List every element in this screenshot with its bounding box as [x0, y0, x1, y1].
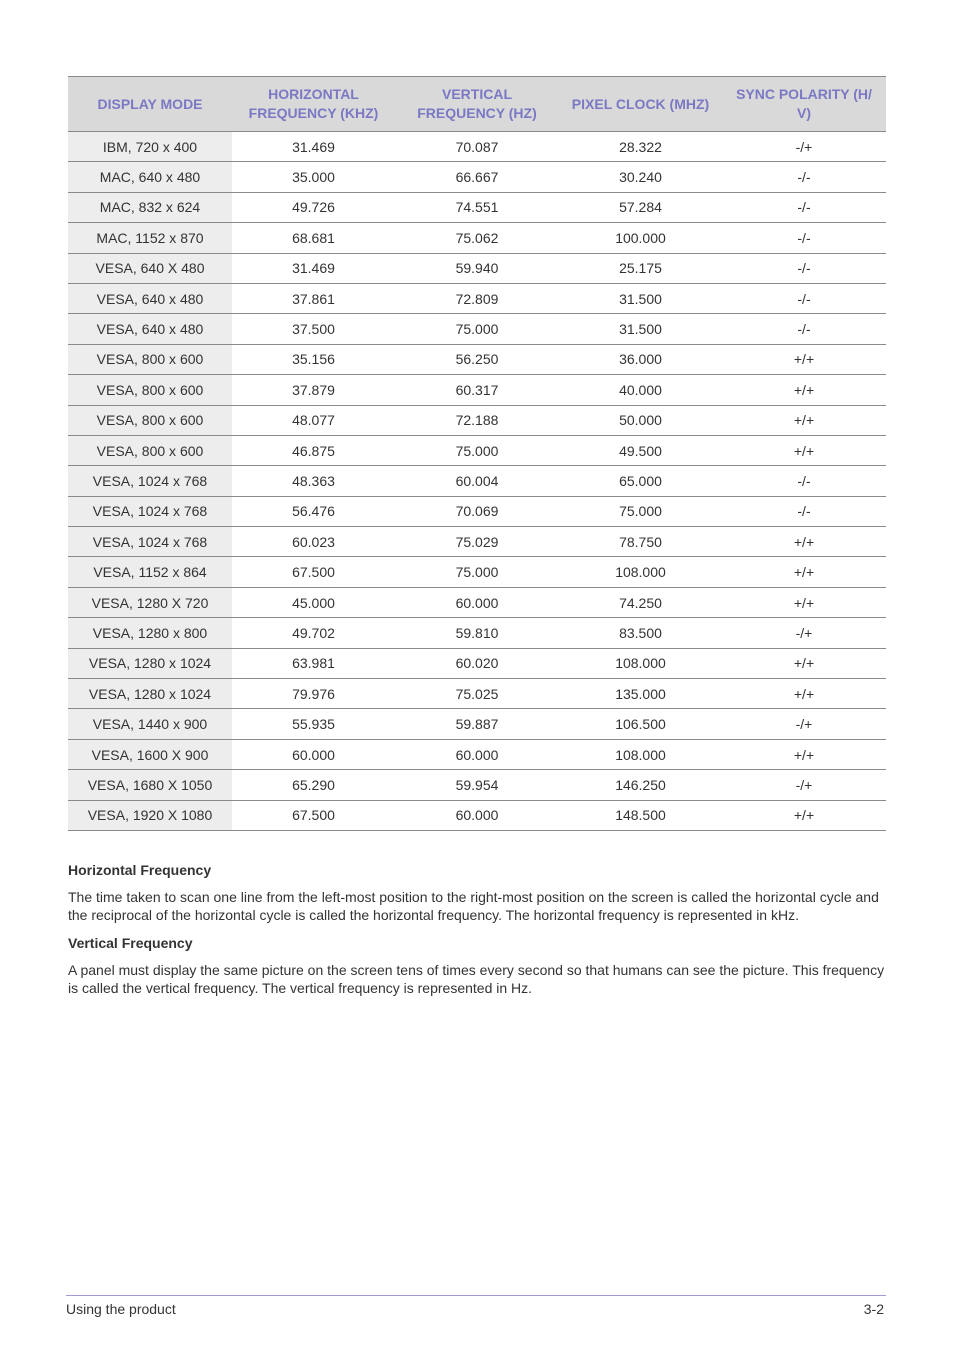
cell-sync-polarity: -/- [722, 192, 886, 222]
cell-pixel-clock: 108.000 [559, 557, 722, 587]
cell-display-mode: VESA, 1024 x 768 [68, 466, 232, 496]
table-row [68, 192, 886, 222]
cell-display-mode: VESA, 1280 x 1024 [68, 648, 232, 678]
cell-horizontal-frequency: 55.935 [232, 709, 395, 739]
cell-sync-polarity: +/+ [722, 435, 886, 465]
table-header-row [68, 77, 886, 132]
cell-display-mode: VESA, 800 x 600 [68, 405, 232, 435]
horizontal-frequency-text: The time taken to scan one line from the left-most position to the right-most position on the screen is called the horizontal cycle and the reciprocal of the horizontal cycle is called the horizontal frequency. The horizontal frequency is represented in kHz. [68, 888, 879, 923]
cell-sync-polarity: +/+ [722, 739, 886, 769]
cell-horizontal-frequency: 35.156 [232, 344, 395, 374]
cell-sync-polarity: -/- [722, 314, 886, 344]
cell-vertical-frequency: 59.954 [395, 770, 559, 800]
header-pixel-clock: PIXEL CLOCK (MHZ) [559, 77, 722, 132]
cell-horizontal-frequency: 56.476 [232, 496, 395, 526]
header-vertical-frequency: VERTICAL FREQUENCY (HZ) [395, 77, 559, 132]
cell-horizontal-frequency: 60.000 [232, 739, 395, 769]
cell-vertical-frequency: 60.317 [395, 375, 559, 405]
cell-sync-polarity: +/+ [722, 648, 886, 678]
table-row [68, 344, 886, 374]
cell-pixel-clock: 57.284 [559, 192, 722, 222]
cell-vertical-frequency: 72.188 [395, 405, 559, 435]
cell-vertical-frequency: 75.000 [395, 557, 559, 587]
table-row [68, 132, 886, 162]
cell-sync-polarity: +/+ [722, 587, 886, 617]
cell-horizontal-frequency: 48.077 [232, 405, 395, 435]
table-row [68, 557, 886, 587]
cell-display-mode: VESA, 800 x 600 [68, 344, 232, 374]
cell-pixel-clock: 135.000 [559, 679, 722, 709]
cell-horizontal-frequency: 67.500 [232, 557, 395, 587]
table-row [68, 466, 886, 496]
cell-sync-polarity: +/+ [722, 800, 886, 830]
cell-display-mode: VESA, 1152 x 864 [68, 557, 232, 587]
cell-vertical-frequency: 59.887 [395, 709, 559, 739]
cell-pixel-clock: 40.000 [559, 375, 722, 405]
horizontal-frequency-heading: Horizontal Frequency [68, 861, 212, 878]
table-row [68, 253, 886, 283]
cell-display-mode: MAC, 1152 x 870 [68, 223, 232, 253]
cell-sync-polarity: -/- [722, 283, 886, 313]
cell-display-mode: VESA, 1280 x 800 [68, 618, 232, 648]
cell-display-mode: VESA, 800 x 600 [68, 435, 232, 465]
table-row [68, 587, 886, 617]
cell-horizontal-frequency: 49.726 [232, 192, 395, 222]
cell-sync-polarity: +/+ [722, 557, 886, 587]
cell-vertical-frequency: 75.029 [395, 527, 559, 557]
cell-vertical-frequency: 60.000 [395, 587, 559, 617]
cell-sync-polarity: -/- [722, 162, 886, 192]
cell-vertical-frequency: 59.940 [395, 253, 559, 283]
cell-vertical-frequency: 75.025 [395, 679, 559, 709]
cell-sync-polarity: +/+ [722, 405, 886, 435]
cell-pixel-clock: 31.500 [559, 283, 722, 313]
cell-horizontal-frequency: 35.000 [232, 162, 395, 192]
cell-horizontal-frequency: 63.981 [232, 648, 395, 678]
table-row [68, 314, 886, 344]
cell-sync-polarity: -/+ [722, 132, 886, 162]
vertical-frequency-text: A panel must display the same picture on the screen tens of times every second so that humans can see the picture. This frequency is called the vertical frequency. The vertical frequency is represented in Hz. [68, 961, 885, 996]
cell-vertical-frequency: 70.069 [395, 496, 559, 526]
cell-sync-polarity: -/- [722, 496, 886, 526]
cell-vertical-frequency: 75.000 [395, 314, 559, 344]
cell-pixel-clock: 83.500 [559, 618, 722, 648]
cell-pixel-clock: 148.500 [559, 800, 722, 830]
cell-pixel-clock: 65.000 [559, 466, 722, 496]
cell-sync-polarity: -/+ [722, 618, 886, 648]
cell-pixel-clock: 108.000 [559, 648, 722, 678]
header-horizontal-frequency: HORIZONTAL FREQUENCY (KHZ) [232, 77, 395, 132]
cell-pixel-clock: 36.000 [559, 344, 722, 374]
table-row [68, 435, 886, 465]
cell-vertical-frequency: 60.000 [395, 800, 559, 830]
cell-horizontal-frequency: 31.469 [232, 132, 395, 162]
cell-display-mode: VESA, 1280 x 1024 [68, 679, 232, 709]
cell-pixel-clock: 50.000 [559, 405, 722, 435]
cell-display-mode: VESA, 640 x 480 [68, 314, 232, 344]
table-row [68, 709, 886, 739]
cell-display-mode: VESA, 1024 x 768 [68, 496, 232, 526]
cell-vertical-frequency: 66.667 [395, 162, 559, 192]
page-footer [66, 1295, 886, 1317]
cell-display-mode: VESA, 1600 X 900 [68, 739, 232, 769]
cell-display-mode: VESA, 1920 X 1080 [68, 800, 232, 830]
cell-vertical-frequency: 60.004 [395, 466, 559, 496]
cell-pixel-clock: 108.000 [559, 739, 722, 769]
document-page [68, 76, 886, 1007]
cell-display-mode: IBM, 720 x 400 [68, 132, 232, 162]
table-row [68, 496, 886, 526]
cell-horizontal-frequency: 49.702 [232, 618, 395, 648]
cell-horizontal-frequency: 79.976 [232, 679, 395, 709]
table-body [68, 132, 886, 831]
cell-horizontal-frequency: 68.681 [232, 223, 395, 253]
table-row [68, 800, 886, 830]
cell-sync-polarity: +/+ [722, 375, 886, 405]
cell-sync-polarity: -/- [722, 253, 886, 283]
frequency-explanations [68, 861, 886, 997]
table-row [68, 162, 886, 192]
cell-display-mode: VESA, 640 x 480 [68, 283, 232, 313]
cell-pixel-clock: 28.322 [559, 132, 722, 162]
cell-sync-polarity: -/- [722, 466, 886, 496]
cell-display-mode: VESA, 640 X 480 [68, 253, 232, 283]
cell-pixel-clock: 30.240 [559, 162, 722, 192]
cell-pixel-clock: 74.250 [559, 587, 722, 617]
footer-page-number: 3-2 [863, 1301, 884, 1317]
cell-display-mode: VESA, 1440 x 900 [68, 709, 232, 739]
table-row [68, 527, 886, 557]
header-sync-polarity: SYNC POLARITY (H/ V) [722, 77, 886, 132]
table-row [68, 648, 886, 678]
cell-display-mode: VESA, 1280 X 720 [68, 587, 232, 617]
cell-horizontal-frequency: 45.000 [232, 587, 395, 617]
footer-chapter: Using the product [66, 1301, 176, 1317]
table-row [68, 375, 886, 405]
cell-pixel-clock: 100.000 [559, 223, 722, 253]
cell-horizontal-frequency: 31.469 [232, 253, 395, 283]
cell-pixel-clock: 78.750 [559, 527, 722, 557]
cell-horizontal-frequency: 37.861 [232, 283, 395, 313]
cell-display-mode: VESA, 1680 X 1050 [68, 770, 232, 800]
header-display-mode: DISPLAY MODE [68, 77, 232, 132]
cell-pixel-clock: 106.500 [559, 709, 722, 739]
cell-display-mode: VESA, 1024 x 768 [68, 527, 232, 557]
cell-sync-polarity: -/+ [722, 770, 886, 800]
cell-horizontal-frequency: 65.290 [232, 770, 395, 800]
cell-sync-polarity: +/+ [722, 679, 886, 709]
table-row [68, 223, 886, 253]
cell-display-mode: VESA, 800 x 600 [68, 375, 232, 405]
cell-display-mode: MAC, 832 x 624 [68, 192, 232, 222]
cell-pixel-clock: 25.175 [559, 253, 722, 283]
cell-vertical-frequency: 72.809 [395, 283, 559, 313]
cell-horizontal-frequency: 60.023 [232, 527, 395, 557]
vertical-frequency-heading: Vertical Frequency [68, 934, 193, 951]
cell-horizontal-frequency: 67.500 [232, 800, 395, 830]
table-row [68, 679, 886, 709]
cell-sync-polarity: +/+ [722, 527, 886, 557]
table-row [68, 618, 886, 648]
table-row [68, 405, 886, 435]
cell-pixel-clock: 31.500 [559, 314, 722, 344]
cell-sync-polarity: +/+ [722, 344, 886, 374]
cell-horizontal-frequency: 48.363 [232, 466, 395, 496]
cell-vertical-frequency: 75.062 [395, 223, 559, 253]
display-modes-table [68, 76, 886, 831]
cell-vertical-frequency: 74.551 [395, 192, 559, 222]
cell-vertical-frequency: 70.087 [395, 132, 559, 162]
cell-vertical-frequency: 75.000 [395, 435, 559, 465]
cell-sync-polarity: -/+ [722, 709, 886, 739]
cell-vertical-frequency: 56.250 [395, 344, 559, 374]
cell-vertical-frequency: 60.020 [395, 648, 559, 678]
cell-pixel-clock: 49.500 [559, 435, 722, 465]
cell-horizontal-frequency: 37.500 [232, 314, 395, 344]
cell-horizontal-frequency: 46.875 [232, 435, 395, 465]
cell-horizontal-frequency: 37.879 [232, 375, 395, 405]
table-row [68, 770, 886, 800]
cell-pixel-clock: 146.250 [559, 770, 722, 800]
cell-sync-polarity: -/- [722, 223, 886, 253]
cell-pixel-clock: 75.000 [559, 496, 722, 526]
table-row [68, 739, 886, 769]
cell-vertical-frequency: 59.810 [395, 618, 559, 648]
table-row [68, 283, 886, 313]
cell-vertical-frequency: 60.000 [395, 739, 559, 769]
cell-display-mode: MAC, 640 x 480 [68, 162, 232, 192]
